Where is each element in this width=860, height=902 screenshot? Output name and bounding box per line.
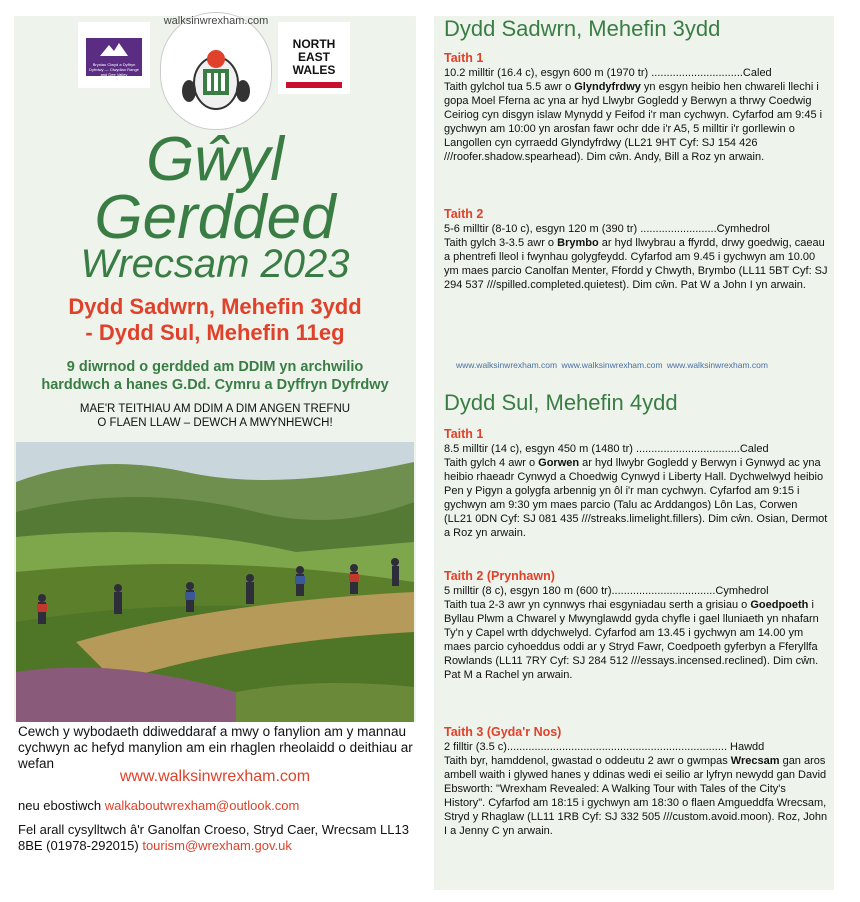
- walk-start-place: Glyndyfrdwy: [574, 81, 641, 93]
- walker-emblem-icon: [161, 13, 271, 129]
- walk-start-place: Brymbo: [557, 237, 599, 249]
- walk-distance: 10.2 milltir (16.4 c), esgyn 600 m (1970 tr) ..............................Caled: [444, 67, 772, 79]
- festival-dates: [14, 294, 416, 346]
- contact-line: [18, 822, 416, 854]
- websites-line: www.walksinwrexham.com www.walksinwrexham.com www.walksinwrexham.com: [456, 360, 768, 370]
- poster-panel: [14, 16, 416, 722]
- hillside-walkers-photo: [16, 442, 414, 722]
- subtitle-line1: 9 diwrnod o gerdded am DDIM yn archwilio: [66, 359, 364, 375]
- sunday-walk-2: [444, 568, 828, 682]
- landscape-illustration: [16, 442, 414, 722]
- walk-start-place: Goedpoeth: [750, 599, 809, 611]
- website-link[interactable]: www.walksinwrexham.com: [119, 768, 311, 785]
- info-text: Cewch y wybodaeth ddiweddaraf a mwy o fanylion am y mannau cychwyn ac hefyd manylion am ein rhaglen rheolaidd o deithiau ar wefan: [18, 724, 413, 771]
- walk-distance: 2 filltir (3.5 c)........................................................................ Hawdd: [444, 741, 765, 753]
- north-east-wales-logo: [278, 22, 350, 94]
- walk-description: Taith byr, hamddenol, gwastad o oddeutu 2 awr o gwmpas Wrecsam gan aros ambell waith i glywed hanes y ddinas wedi ei seilio ar lyfryn newydd gan David Ebsworth: "Wrexham Revealed: A Walking Tour with Tales of the City's History". Cyfarfod am 18:15 i gychwyn am 18:30 o flaen Amgueddfa Wrecsam, Stryd y Rhaglaw (LL11 1RB Cyf: SJ 332 505 ///custom.avoid.moon). Roz, John I a Jenny C yn arwain.: [444, 755, 828, 837]
- mountain-icon: [100, 42, 128, 56]
- festival-title-line2: Gerdded: [94, 183, 336, 252]
- email-prefix: neu ebostiwch: [18, 798, 102, 813]
- subtitle-line2: harddwch a hanes G.Dd. Cymru a Dyffryn Dyfrdwy: [41, 377, 389, 393]
- clwydian-logo-text: Bryniau Clwyd a Dyffryn Dyfrdwy — Clwydian Range and Dee Valley: [89, 62, 139, 77]
- sunday-walk-1: [444, 426, 828, 540]
- walk-distance: 5 milltir (8 c), esgyn 180 m (600 tr)..................................Cymhedrol: [444, 585, 769, 597]
- free-line1: MAE'R TEITHIAU AM DDIM A DIM ANGEN TREFNU: [79, 403, 351, 415]
- contact-text: Fel arall cysylltwch â'r Ganolfan Croeso, Stryd Caer, Wrecsam LL13 8BE (01978-292015): [18, 822, 409, 853]
- walk-title: Taith 1: [444, 427, 484, 441]
- walksinwrexham-logo: [160, 12, 272, 130]
- sunday-heading: Dydd Sul, Mehefin 4ydd: [444, 390, 678, 415]
- walk-description: Taith gylch 3-3.5 awr o Brymbo ar hyd llwybrau a ffyrdd, drwy goedwig, caeau a phentrefi lleol i fwynhau golygfeydd. Cyfarfod am 9.45 i gychwyn am 10.00 ym maes parcio Canolfan Menter, Ffordd y Chwyth, Brymbo (LL11 5BT Cyf: SJ 294 537 ///spilled.completed.quietest). Dim cŵn. Pat W a John I yn arwain.: [444, 237, 828, 291]
- schedule-panel: [434, 16, 834, 890]
- festival-title-line1: Gŵyl: [146, 125, 284, 194]
- walk-description: Taith tua 2-3 awr yn cynnwys rhai esgyniadau serth a grisiau o Goedpoeth i Byllau Plwm a Chwarel y Mwynglawdd gyda chyfle i gael lluniaeth yn nhafarn Ty'n y Capel wrth ddychwelyd. Cyfarfod am 13.45 i gychwyn am 14.00 ym maes parcio cyhoeddus oddi ar y Stryd Fawr, Coedpoeth gyferbyn a Fferyllfa Rowlands (LL11 7RY Cyf: SJ 284 512 ///essays.incensed.reclined). Dim cŵn. Pat M a Rachel yn arwain.: [444, 599, 819, 681]
- clwydian-range-logo: [78, 22, 150, 88]
- walk-start-place: Gorwen: [538, 457, 580, 469]
- walk-title: Taith 1: [444, 51, 484, 65]
- dates-line1: Dydd Sadwrn, Mehefin 3ydd: [68, 294, 362, 319]
- saturday-walk-2: [444, 206, 828, 292]
- walk-start-place: Wrecsam: [730, 755, 780, 767]
- north-east-wales-text: NORTH EAST WALES: [292, 37, 336, 77]
- sunday-walk-3: [444, 724, 828, 838]
- festival-subtitle: [14, 358, 416, 394]
- logo-row: [14, 16, 416, 136]
- north-east-wales-tag: [286, 82, 342, 88]
- saturday-heading: Dydd Sadwrn, Mehefin 3ydd: [444, 16, 721, 41]
- walk-title: Taith 3 (Gyda'r Nos): [444, 725, 562, 739]
- free-notice: [14, 402, 416, 430]
- walk-distance: 5-6 milltir (8-10 c), esgyn 120 m (390 tr) .........................Cymhedrol: [444, 223, 770, 235]
- walk-title: Taith 2: [444, 207, 484, 221]
- free-line2: O FLAEN LLAW – DEWCH A MWYNHEWCH!: [97, 417, 333, 429]
- email-line: [18, 798, 299, 813]
- walk-title: Taith 2 (Prynhawn): [444, 569, 555, 583]
- tourism-email-link[interactable]: tourism@wrexham.gov.uk: [142, 838, 292, 853]
- walk-description: Taith gylch 4 awr o Gorwen ar hyd llwybr Gogledd y Berwyn i Gynwyd ac yna heibio rhaeadr Cynwyd a Choedwig Cynwyd i Liberty Hall. Dychwelwyd heibio Pen y Pigyn a golygfa arbennig yn ôl i'r man cychwyn. Cyfarfod am 9:15 i gychwyn am 9:30 ym maes parcio (Talu ac Arddangos) Lôn Las, Corwen (LL21 0DN Cyf: SJ 081 435 ///streaks.limelight.fillers). Dim cŵn. Osian, Dermot a Roz yn arwain.: [444, 457, 828, 539]
- dates-line2: - Dydd Sul, Mehefin 11eg: [85, 320, 345, 345]
- saturday-walk-1: [444, 50, 828, 164]
- festival-title-line3: Wrecsam 2023: [80, 242, 350, 286]
- walk-distance: 8.5 milltir (14 c), esgyn 450 m (1480 tr) ..................................Caled: [444, 443, 769, 455]
- email-link[interactable]: walkaboutwrexham@outlook.com: [104, 798, 300, 813]
- walksinwrexham-logo-text: walksinwrexham.com: [163, 15, 269, 27]
- walk-description: Taith gylchol tua 5.5 awr o Glyndyfrdwy yn esgyn heibio hen chwareli llechi i gopa Moel Fferna ac yna ar hyd Llwybr Gogledd y Berwyn a thrwy Coedwig Ceiriog cyn disgyn islaw Mynydd y Feifod i'r man cychwyn. Cyfarfod am 9:45 i gychwyn am 10:00 yn arosfan fawr ochr dde i'r A5, 5 milltir i'r gorllewin o Langollen cyn cyrraedd Glyndyfrdwy (LL21 9HT Cyf: SJ 154 426 ///roofer.shadow.spearhead). Dim cŵn. Andy, Bill a Roz yn arwain.: [444, 81, 823, 163]
